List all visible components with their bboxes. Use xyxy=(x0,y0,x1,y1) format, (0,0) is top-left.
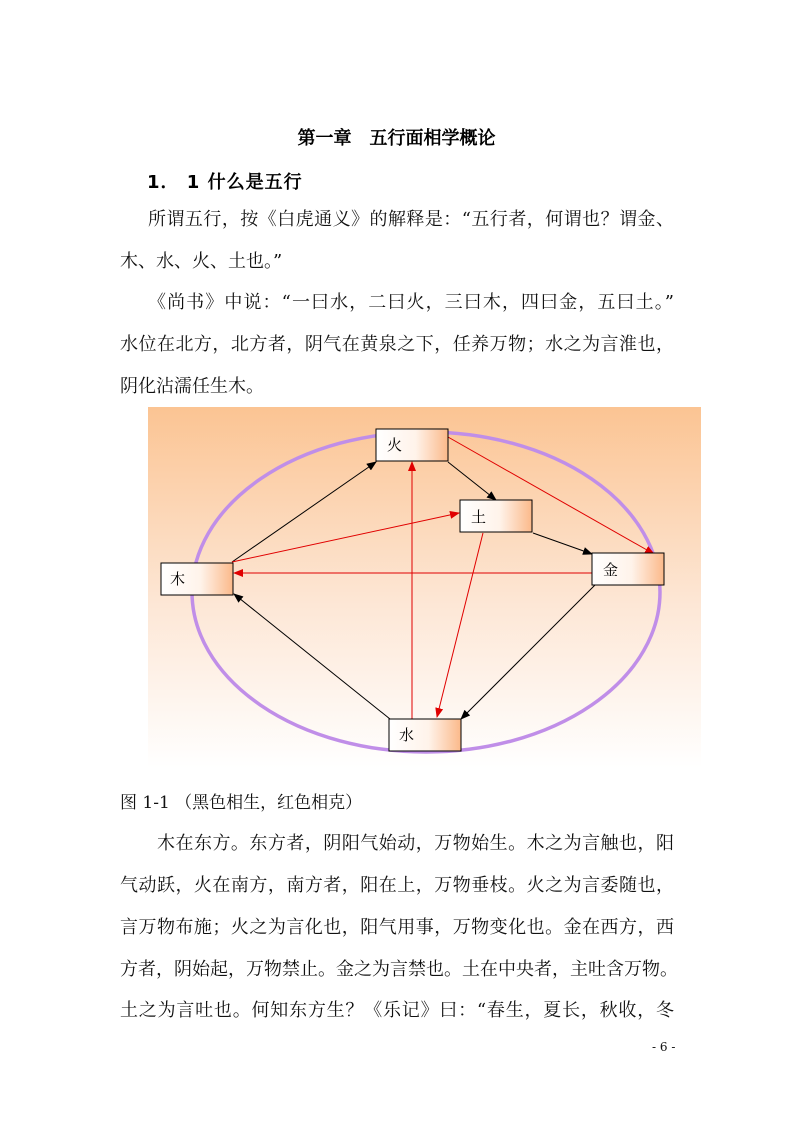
node-earth-label: 土 xyxy=(471,508,487,526)
paragraph-line: 木、水、火、土也。” xyxy=(120,251,283,272)
paragraph-line: 木在东方。东方者，阴阳气始动，万物始生。木之为言触也，阳 xyxy=(157,833,674,854)
node-fire-label: 火 xyxy=(387,436,403,454)
node-fire xyxy=(376,429,448,461)
paragraph-line: 《尚书》中说：“一曰水，二曰火，三曰木，四曰金，五曰土。” xyxy=(148,292,674,313)
paragraph-line: 阴化沾濡任生木。 xyxy=(120,376,264,397)
paragraph-line: 方者，阴始起，万物禁止。金之为言禁也。土在中央者，主吐含万物。 xyxy=(120,959,678,980)
paragraph-line: 所谓五行，按《白虎通义》的解释是：“五行者，何谓也？谓金、 xyxy=(148,209,674,230)
node-water xyxy=(389,719,461,751)
paragraph-line: 言万物布施；火之为言化也，阳气用事，万物变化也。金在西方，西 xyxy=(120,917,674,938)
section-title: 1． 1 什么是五行 xyxy=(147,172,303,193)
page-number: - 6 - xyxy=(652,1040,676,1054)
node-wood xyxy=(161,563,233,595)
diagram-svg xyxy=(148,407,701,768)
node-water-label: 水 xyxy=(399,726,415,744)
node-earth xyxy=(460,500,532,532)
node-wood-label: 木 xyxy=(170,570,186,588)
node-metal-label: 金 xyxy=(603,561,619,579)
paragraph-line: 土之为言吐也。何知东方生？《乐记》曰：“春生，夏长，秋收，冬 xyxy=(120,1000,674,1021)
chapter-title: 第一章 五行面相学概论 xyxy=(297,128,496,149)
figure-caption: 图 1-1 （黑色相生，红色相克） xyxy=(120,793,363,813)
paragraph-line: 气动跃，火在南方，南方者，阳在上，万物垂枝。火之为言委随也， xyxy=(120,875,674,896)
node-metal xyxy=(592,553,664,585)
paragraph-line: 水位在北方，北方者，阴气在黄泉之下，任养万物；水之为言淮也， xyxy=(120,334,674,355)
five-elements-diagram xyxy=(148,407,701,768)
